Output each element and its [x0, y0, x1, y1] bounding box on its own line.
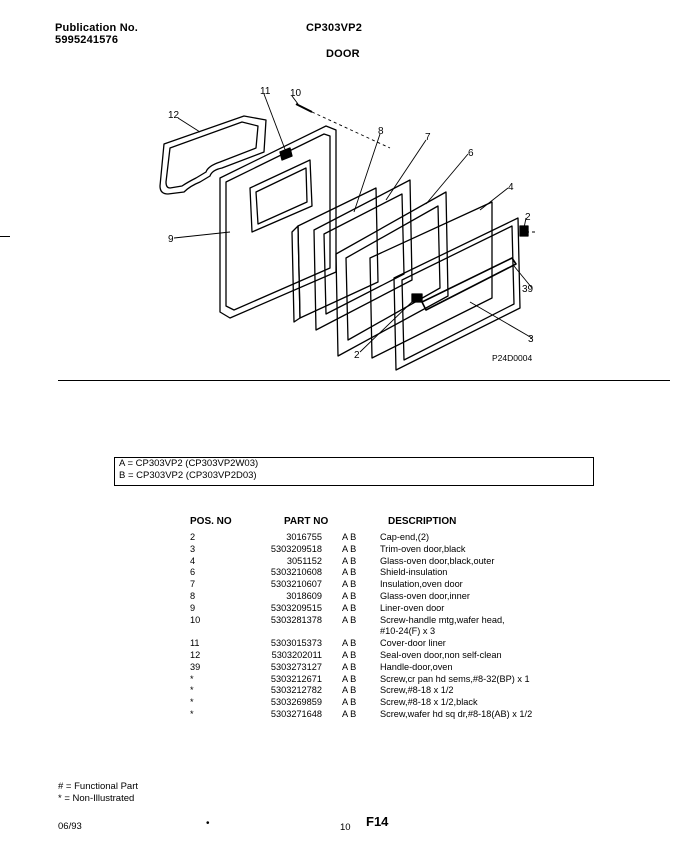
table-row — [186, 567, 580, 579]
table-row — [186, 603, 580, 615]
callout-11: 11 — [260, 86, 271, 97]
part-number-cell: 5303015373 — [270, 638, 322, 649]
legend-line-a: A = CP303VP2 (CP303VP2W03) — [119, 458, 259, 469]
part-number-cell: 5303212782 — [270, 685, 322, 696]
footer-dot: • — [206, 818, 210, 829]
pos-cell: 11 — [190, 638, 200, 649]
footnote-non-illustrated: * = Non-Illustrated — [58, 793, 135, 804]
callout-7: 7 — [425, 132, 431, 143]
description-cell: Cap-end,(2) — [380, 532, 430, 542]
description-cell: Shield-insulation — [380, 567, 448, 578]
model-legend — [114, 457, 594, 486]
description-cell: Screw,#8-18 x 1/2 — [380, 685, 454, 696]
callout-2-bottom: 2 — [354, 350, 360, 361]
callout-6: 6 — [468, 148, 474, 159]
model-cell: A B — [342, 579, 357, 590]
model-cell: A B — [342, 649, 357, 660]
outer-glass-part — [370, 202, 492, 358]
table-row — [186, 615, 580, 639]
description-cell: Screw,cr pan hd sems,#8-32(BP) x 1 — [380, 673, 530, 684]
callout-12: 12 — [168, 110, 180, 121]
part-number-cell: 5303209515 — [270, 602, 322, 613]
page-edge-mark — [0, 236, 10, 237]
footer-date: 06/93 — [58, 821, 82, 832]
part-number-cell: 3016755 — [286, 532, 322, 542]
part-number-cell: 5303209518 — [270, 543, 322, 554]
part-number-cell: 5303210607 — [270, 579, 322, 590]
model-cell: A B — [342, 614, 357, 625]
model-cell: A B — [342, 708, 357, 719]
publication-number: 5995241576 — [55, 34, 119, 46]
model-cell: A B — [342, 638, 357, 649]
part-number-cell: 5303269859 — [270, 697, 322, 708]
description-cell: Glass-oven door,black,outer — [380, 555, 495, 566]
pos-cell: 10 — [190, 614, 201, 625]
description-cell: Liner-oven door — [380, 602, 445, 613]
part-number-cell: 5303281378 — [270, 614, 322, 625]
model-cell: A B — [342, 532, 357, 542]
pos-cell: 4 — [190, 555, 196, 566]
table-row — [186, 685, 580, 697]
header-pos-no: POS. NO — [190, 516, 232, 527]
callout-3: 3 — [528, 334, 534, 345]
callout-10: 10 — [290, 88, 302, 99]
part-number-cell: 5303212671 — [270, 673, 322, 684]
section-title: DOOR — [326, 48, 360, 60]
callout-9: 9 — [168, 234, 174, 245]
legend-line-b: B = CP303VP2 (CP303VP2D03) — [119, 470, 257, 481]
part-number-cell: 3018609 — [286, 590, 322, 601]
footnote-functional: # = Functional Part — [58, 781, 139, 792]
door-seal-part — [160, 116, 266, 194]
description-cell: Screw,wafer hd sq dr,#8-18(AB) x 1/2 — [380, 708, 533, 719]
callout-2-right: 2 — [525, 212, 531, 223]
pos-cell: 3 — [190, 543, 196, 554]
pos-cell: * — [190, 697, 194, 708]
pos-cell: 39 — [190, 661, 201, 672]
pos-cell: 12 — [190, 649, 201, 660]
description-cell: Trim-oven door,black — [380, 543, 466, 554]
table-row — [186, 709, 580, 721]
pos-cell: 2 — [190, 532, 196, 542]
pos-cell: * — [190, 685, 194, 696]
description-cell: Screw-handle mtg,wafer head, #10-24(F) x 3 — [380, 614, 505, 637]
pos-cell: 7 — [190, 579, 196, 590]
table-row — [186, 674, 580, 686]
table-row — [186, 579, 580, 591]
divider-line — [58, 380, 670, 381]
description-cell: Seal-oven door,non self-clean — [380, 649, 502, 660]
model-cell: A B — [342, 590, 357, 601]
parts-table — [186, 532, 580, 721]
door-exploded-diagram — [140, 82, 560, 372]
table-row — [186, 650, 580, 662]
model-cell: A B — [342, 555, 357, 566]
header-description: DESCRIPTION — [388, 516, 457, 527]
model-cell: A B — [342, 673, 357, 684]
part-number-cell: 3051152 — [286, 555, 322, 566]
description-cell: Insulation,oven door — [380, 579, 463, 590]
footer-page: 10 — [340, 822, 351, 833]
footer-code: F14 — [366, 814, 389, 829]
screw-part — [296, 104, 312, 112]
part-number-cell: 5303273127 — [270, 661, 322, 672]
part-number-cell: 5303271648 — [270, 708, 322, 719]
part-number-cell: 5303202011 — [271, 649, 322, 660]
table-row — [186, 697, 580, 709]
model-cell: A B — [342, 567, 357, 578]
pos-cell: * — [190, 673, 194, 684]
header-part-no: PART NO — [284, 516, 329, 527]
model-cell: A B — [342, 685, 357, 696]
pos-cell: 6 — [190, 567, 196, 578]
description-cell: Glass-oven door,inner — [380, 590, 470, 601]
table-row — [186, 591, 580, 603]
model-cell: A B — [342, 543, 357, 554]
figure-code: P24D0004 — [492, 353, 533, 363]
model-cell: A B — [342, 602, 357, 613]
insulation-shield-part — [336, 192, 448, 356]
model-cell: A B — [342, 661, 357, 672]
description-cell: Cover-door liner — [380, 638, 446, 649]
part-number-cell: 5303210608 — [270, 567, 322, 578]
table-row — [186, 532, 580, 544]
model-cell: A B — [342, 697, 357, 708]
callout-8: 8 — [378, 126, 384, 137]
insulation-part — [314, 180, 412, 330]
publication-label: Publication No. — [55, 22, 139, 34]
table-row — [186, 544, 580, 556]
description-cell: Screw,#8-18 x 1/2,black — [380, 697, 478, 708]
table-row — [186, 662, 580, 674]
table-row — [186, 638, 580, 650]
callout-4: 4 — [508, 182, 514, 193]
table-row — [186, 556, 580, 568]
callout-39: 39 — [522, 284, 534, 295]
description-cell: Handle-door,oven — [380, 661, 453, 672]
model-number: CP303VP2 — [306, 22, 363, 34]
pos-cell: 9 — [190, 602, 196, 613]
pos-cell: 8 — [190, 590, 196, 601]
pos-cell: * — [190, 708, 194, 719]
